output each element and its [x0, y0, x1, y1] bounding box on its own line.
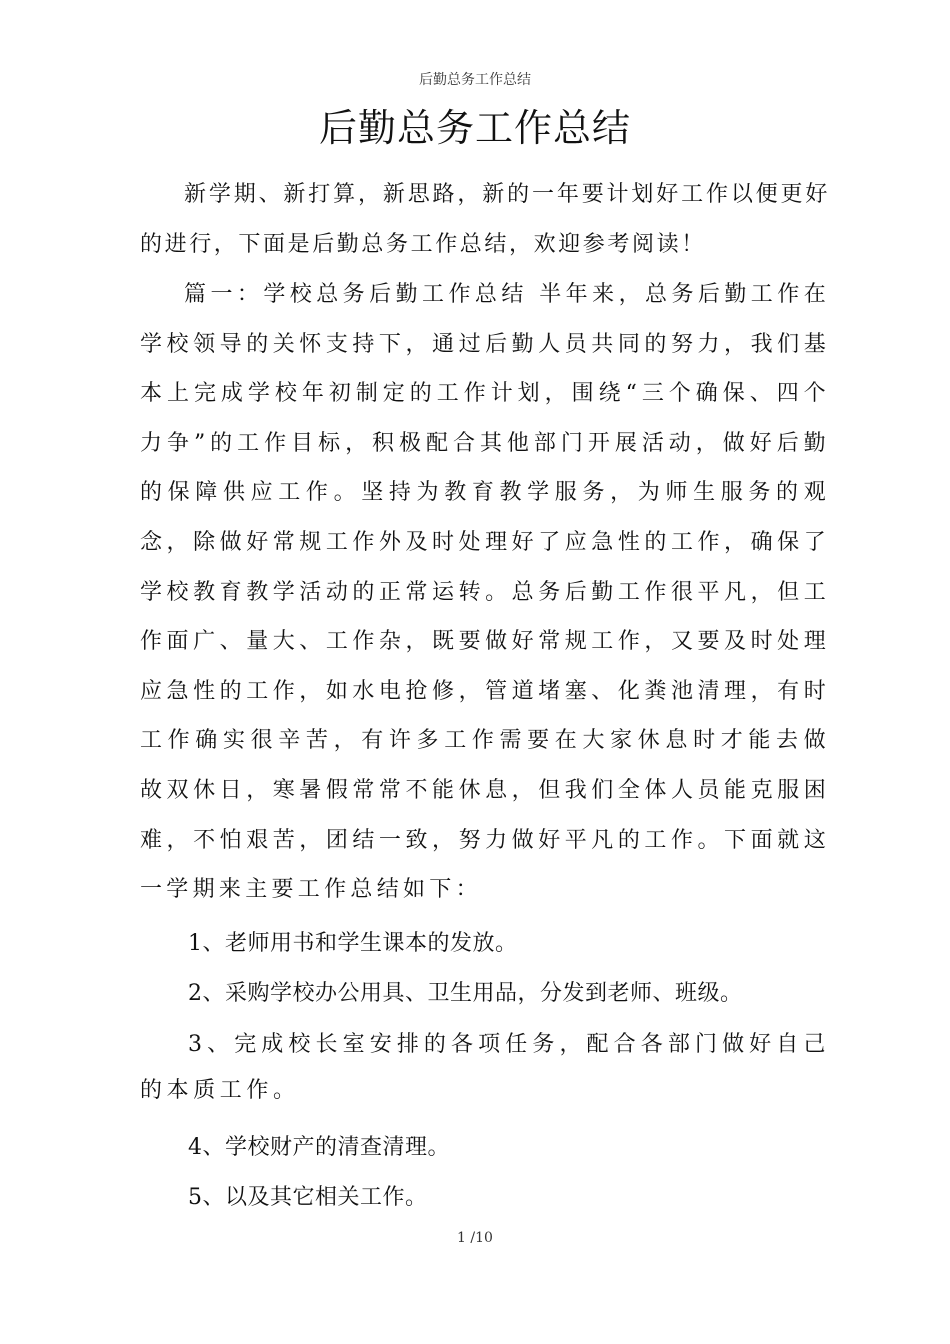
list-item: 3、完成校长室安排的各项任务，配合各部门做好自己的本质工作。	[140, 1032, 830, 1103]
section-one-paragraph: 篇一：学校总务后勤工作总结 半年来，总务后勤工作在学校领导的关怀支持下，通过后勤人员共同的努力，我们基本上完成学校年初制定的工作计划，围绕“三个确保、四个力争”的工作目标，积极配合其他部门开展活动，做好后勤的保障供应工作。坚持为教育教学服务，为师生服务的观念，除做好常规工作外及时处理好了应急性的工作，确保了学校教育教学活动的正常运转。总务后勤工作很平凡，但工作面广、量大、工作杂，既要做好常规工作，又要及时处理应急性的工作，如水电抢修，管道堵塞、化粪池清理，有时工作确实很辛苦，有许多工作需要在大家休息时才能去做 故双休日，寒暑假常常不能休息，但我们全体人员能克服困难，不怕艰苦，团结一致，努力做好平凡的工作。下面就这一学期来主要工作总结如下：	[140, 282, 830, 903]
document-title: 后勤总务工作总结	[318, 106, 631, 150]
list-item: 5、以及其它相关工作。	[188, 1185, 428, 1210]
list-item: 2、采购学校办公用具、卫生用品，分发到老师、班级。	[188, 981, 743, 1006]
running-header: 后勤总务工作总结	[419, 72, 531, 88]
page-number: 1 /10	[457, 1230, 493, 1246]
list-item: 4、学校财产的清查清理。	[188, 1135, 450, 1160]
intro-paragraph: 新学期、新打算，新思路，新的一年要计划好工作以便更好的进行，下面是后勤总务工作总结，欢迎参考阅读！	[140, 182, 830, 257]
list-item: 1、老师用书和学生课本的发放。	[188, 931, 518, 956]
